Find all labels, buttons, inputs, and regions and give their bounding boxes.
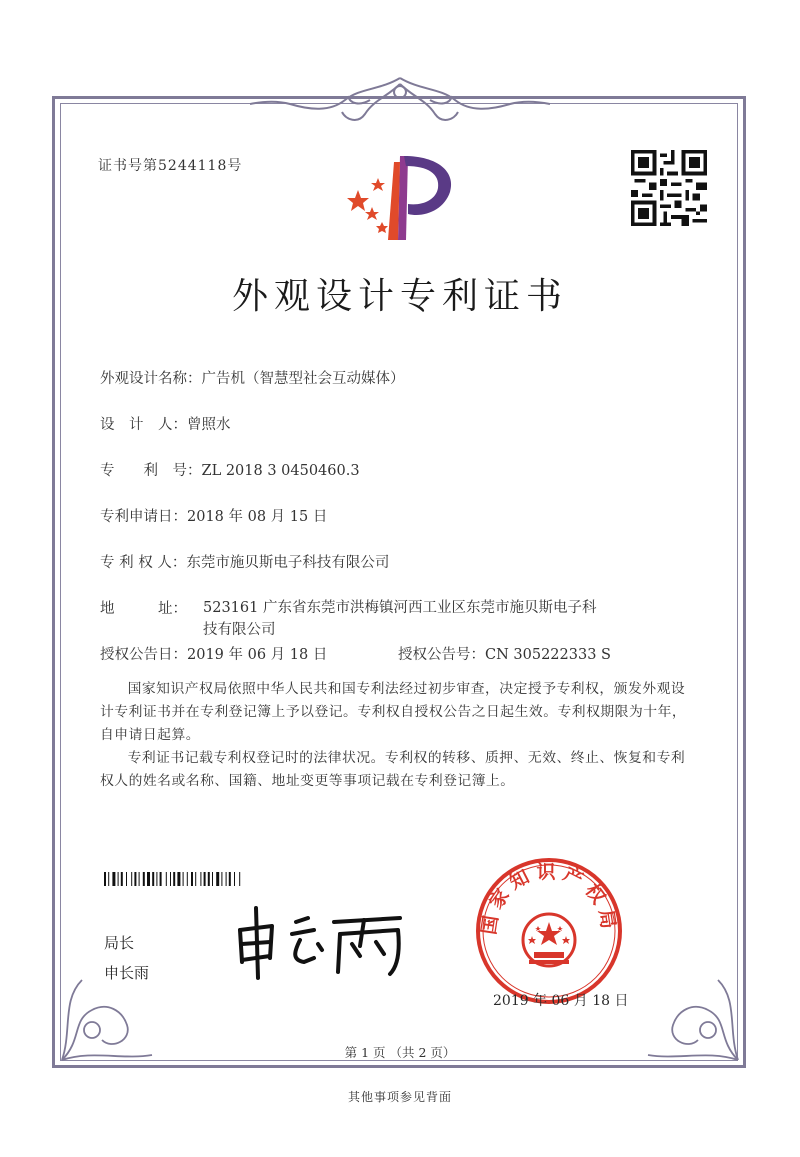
official-seal bbox=[474, 856, 624, 1006]
seal-text: 国家知识产权局 bbox=[477, 861, 621, 937]
field-label: 设 计 人： bbox=[100, 417, 187, 433]
qr-code bbox=[631, 150, 707, 226]
barcode bbox=[104, 872, 344, 886]
handwritten-signature bbox=[230, 900, 420, 980]
field-patent-number bbox=[100, 459, 360, 480]
field-grant-date bbox=[100, 643, 327, 664]
field-value: ZL 2018 3 0450460.3 bbox=[201, 463, 360, 479]
director-name: 申长雨 bbox=[104, 964, 150, 982]
field-value: 广告机（智慧型社会互动媒体） bbox=[201, 371, 405, 387]
field-grant-number bbox=[398, 643, 611, 664]
field-value: CN 305222333 S bbox=[485, 647, 611, 663]
field-design-name bbox=[100, 367, 405, 388]
field-filing-date bbox=[100, 505, 327, 526]
field-label: 授权公告号： bbox=[398, 647, 485, 663]
certificate-title: 外观设计专利证书 bbox=[231, 276, 568, 317]
field-address-label bbox=[100, 597, 187, 618]
certificate-number: 证书号第5244118号 bbox=[98, 158, 243, 174]
page-number: 第 1 页 （共 2 页） bbox=[344, 1045, 456, 1060]
field-label: 专 利 号： bbox=[100, 463, 202, 479]
field-address-value: 523161 广东省东莞市洪梅镇河西工业区东莞市施贝斯电子科技有限公司 bbox=[203, 600, 597, 638]
body-paragraph-2: 专利证书记载专利权登记时的法律状况。专利权的转移、质押、无效、终止、恢复和专利权人的姓名或名称、国籍、地址变更等事项记载在专利登记簿上。 bbox=[100, 750, 686, 789]
certificate-body bbox=[100, 678, 696, 793]
field-label: 专利申请日： bbox=[100, 509, 187, 525]
field-patentee bbox=[100, 551, 389, 572]
field-label: 专 利 权 人： bbox=[100, 555, 187, 571]
field-value: 2019 年 06 月 18 日 bbox=[187, 647, 328, 663]
top-ornament bbox=[250, 70, 550, 130]
field-label: 授权公告日： bbox=[100, 647, 187, 663]
field-label: 外观设计名称： bbox=[100, 371, 202, 387]
director-title: 局长 bbox=[104, 934, 135, 952]
cnipa-logo bbox=[338, 152, 458, 242]
field-label: 地 址： bbox=[100, 601, 187, 617]
field-value: 2018 年 08 月 15 日 bbox=[187, 509, 328, 525]
seal-date: 2019 年 06 月 18 日 bbox=[493, 993, 629, 1009]
body-paragraph-1: 国家知识产权局依照中华人民共和国专利法经过初步审查，决定授予专利权，颁发外观设计专利证书并在专利登记簿上予以登记。专利权自授权公告之日起生效。专利权期限为十年，自申请日起算。 bbox=[100, 681, 687, 743]
field-designer bbox=[100, 413, 231, 434]
footer-note: 其他事项参见背面 bbox=[347, 1090, 452, 1104]
field-value: 曾照水 bbox=[187, 417, 231, 433]
field-value: 东莞市施贝斯电子科技有限公司 bbox=[186, 555, 390, 571]
